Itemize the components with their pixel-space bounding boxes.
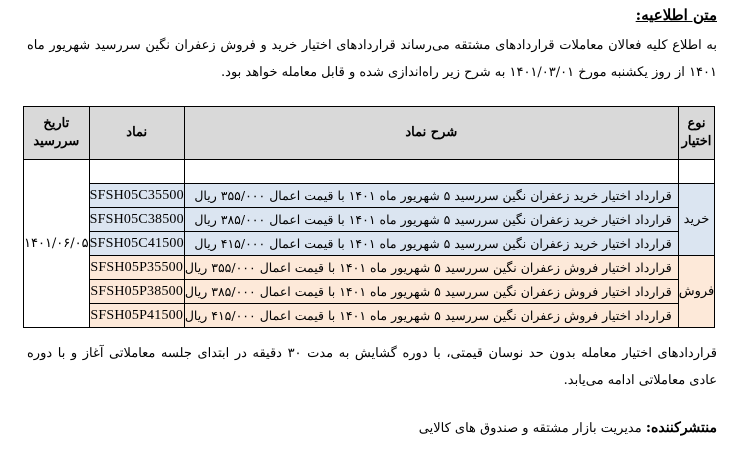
table-row xyxy=(24,208,715,232)
header-type: نوع اختیار xyxy=(678,107,715,160)
row-symbol: SFSH05C35500 xyxy=(89,184,184,208)
table-row xyxy=(24,304,715,328)
publisher-line xyxy=(419,420,717,436)
row-description: قرارداد اختیار فروش زعفران نگین سررسید ۵ شهریور ماه ۱۴۰۱ با قیمت اعمال ۳۸۵/۰۰۰ ریال xyxy=(184,280,678,304)
row-symbol: SFSH05P35500 xyxy=(89,256,184,280)
spacer-cell xyxy=(184,160,678,184)
row-symbol: SFSH05C41500 xyxy=(89,232,184,256)
spacer-cell xyxy=(678,160,715,184)
publisher-label: منتشرکننده: xyxy=(645,420,717,436)
notice-intro: به اطلاع کلیه فعالان معاملات قراردادهای مشتقه می‌رساند قراردادهای اختیار خرید و فروش زعفران نگین سررسید شهریور ماه ۱۴۰۱ از روز یکشنبه مورخ ۱۴۰۱/۰۳/۰۱ به شرح زیر راه‌اندازی شده و قابل معامله خواهد بود. xyxy=(27,38,717,80)
row-description: قرارداد اختیار خرید زعفران نگین سررسید ۵ شهریور ماه ۱۴۰۱ با قیمت اعمال ۳۸۵/۰۰۰ ریال xyxy=(184,208,678,232)
row-description: قرارداد اختیار خرید زعفران نگین سررسید ۵ شهریور ماه ۱۴۰۱ با قیمت اعمال ۴۱۵/۰۰۰ ریال xyxy=(184,232,678,256)
row-description: قرارداد اختیار فروش زعفران نگین سررسید ۵ شهریور ماه ۱۴۰۱ با قیمت اعمال ۳۵۵/۰۰۰ ریال xyxy=(184,256,678,280)
table-row xyxy=(24,256,715,280)
header-maturity: تاریخ سررسید xyxy=(24,107,90,160)
row-description: قرارداد اختیار فروش زعفران نگین سررسید ۵ شهریور ماه ۱۴۰۱ با قیمت اعمال ۴۱۵/۰۰۰ ریال xyxy=(184,304,678,328)
trading-note: قراردادهای اختیار معامله بدون حد نوسان قیمتی، با دوره گشایش به مدت ۳۰ دقیقه در ابتدای جلسه معاملاتی آغاز و با دوره عادی معاملاتی ادامه می‌یابد. xyxy=(27,346,717,388)
row-symbol: SFSH05C38500 xyxy=(89,208,184,232)
contracts-table xyxy=(23,106,715,328)
table-header-row xyxy=(24,107,715,160)
spacer-cell xyxy=(89,160,184,184)
row-symbol: SFSH05P41500 xyxy=(89,304,184,328)
header-description: شرح نماد xyxy=(184,107,678,160)
option-type-sell: فروش xyxy=(678,256,715,328)
option-type-buy: خرید xyxy=(678,184,715,256)
table-row xyxy=(24,232,715,256)
row-symbol: SFSH05P38500 xyxy=(89,280,184,304)
row-description: قرارداد اختیار خرید زعفران نگین سررسید ۵ شهریور ماه ۱۴۰۱ با قیمت اعمال ۳۵۵/۰۰۰ ریال xyxy=(184,184,678,208)
header-symbol: نماد xyxy=(89,107,184,160)
spacer-row xyxy=(24,160,715,184)
notice-heading: متن اطلاعیه: xyxy=(635,6,717,24)
table-row xyxy=(24,280,715,304)
table-row xyxy=(24,184,715,208)
maturity-date-cell: ۱۴۰۱/۰۶/۰۵ xyxy=(24,160,90,328)
publisher-value: مدیریت بازار مشتقه و صندوق های کالایی xyxy=(418,421,646,436)
